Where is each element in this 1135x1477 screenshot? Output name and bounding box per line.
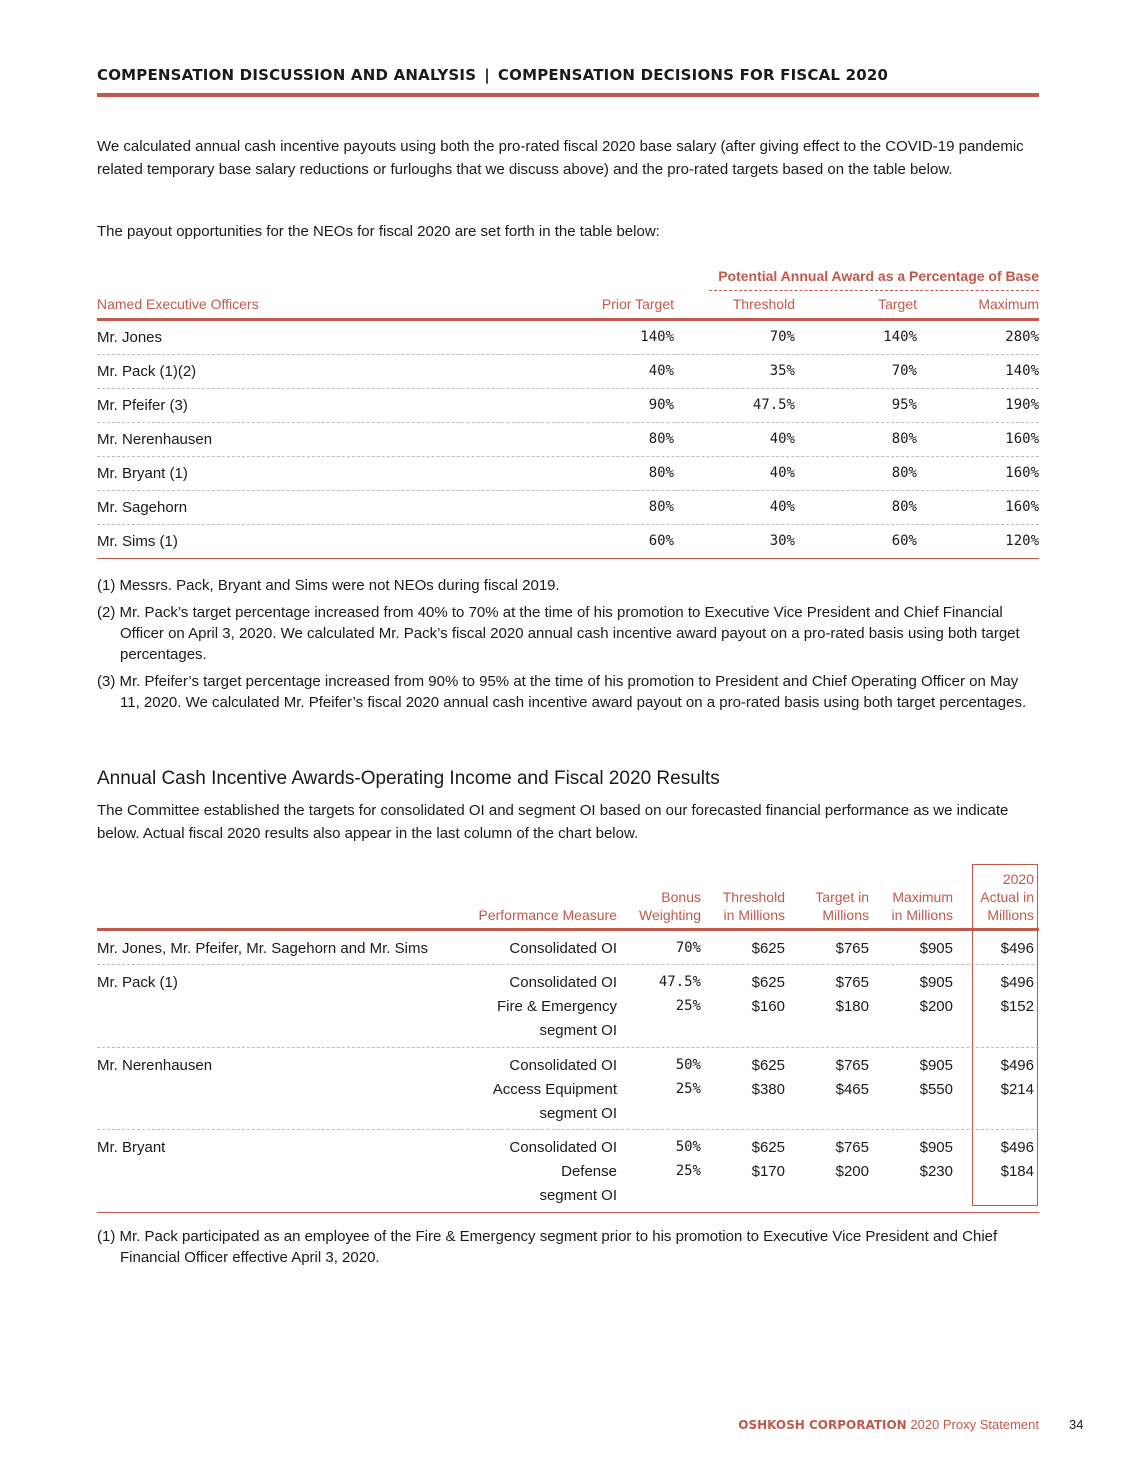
col-prior-target: Prior Target [601, 296, 674, 312]
maximum-value: 280% [1005, 329, 1039, 345]
page-number: 34 [1069, 1417, 1084, 1432]
header-rule [97, 93, 1039, 97]
footnote: (2) Mr. Pack’s target percentage increased from 40% to 70% at the time of his promotion to Executive Vice President and Chief Financial Officer on April 3, 2020. We calculated Mr. Pack’s fiscal 2020 annual cash incentive award payout on a pro-rated basis using both target percentages. [97, 604, 1020, 663]
threshold-value: 30% [769, 533, 795, 549]
table-row [97, 321, 1039, 355]
target-value: 60% [891, 533, 917, 549]
target-value: 95% [891, 397, 917, 413]
officer-name: Mr. Sagehorn [97, 499, 188, 516]
bonus-weighting: 50% [675, 1139, 701, 1155]
target-value: $180 [835, 998, 869, 1015]
prior-target-value: 40% [648, 363, 674, 379]
target-value: $765 [835, 974, 869, 991]
bonus-weighting: 70% [675, 940, 701, 956]
officer-name: Mr. Bryant (1) [97, 465, 188, 482]
intro-paragraph-2: The payout opportunities for the NEOs for fiscal 2020 are set forth in the table below: [97, 223, 660, 240]
performance-measure: Defense [561, 1163, 617, 1180]
maximum-value: $905 [919, 974, 953, 991]
table-row [97, 491, 1039, 525]
maximum-value: $905 [919, 1139, 953, 1156]
prior-target-value: 140% [640, 329, 674, 345]
performance-measure: Consolidated OI [509, 974, 617, 991]
prior-target-value: 60% [648, 533, 674, 549]
performance-measure-continued: segment OI [539, 1105, 617, 1122]
actual-value: $496 [1000, 974, 1034, 991]
col-performance-measure: Performance Measure [478, 907, 617, 923]
threshold-value: 47.5% [752, 397, 795, 413]
maximum-value: 160% [1005, 499, 1039, 515]
officer-name: Mr. Pack (1)(2) [97, 363, 197, 380]
threshold-value: 70% [769, 329, 795, 345]
table-row [97, 1048, 1039, 1130]
table2-footnotes [97, 1226, 1039, 1274]
bonus-weighting: 25% [675, 998, 701, 1014]
col-bonus-weighting: Bonus Weighting [638, 889, 701, 923]
officer-name: Mr. Nerenhausen [97, 1057, 213, 1074]
actual-value: $496 [1000, 1057, 1034, 1074]
threshold-value: $625 [751, 1057, 785, 1074]
table-row [97, 457, 1039, 491]
footnote: (1) Messrs. Pack, Bryant and Sims were not NEOs during fiscal 2019. [97, 577, 560, 594]
maximum-value: 190% [1005, 397, 1039, 413]
bonus-weighting: 25% [675, 1163, 701, 1179]
threshold-value: $170 [751, 1163, 785, 1180]
col-named-executive-officers: Named Executive Officers [97, 296, 259, 312]
actual-value: $496 [1000, 940, 1034, 957]
performance-measure: Fire & Emergency [496, 998, 617, 1015]
table1-body [97, 321, 1039, 559]
threshold-value: 40% [769, 499, 795, 515]
target-value: $200 [835, 1163, 869, 1180]
footer-document: 2020 Proxy Statement [910, 1417, 1039, 1432]
actual-value: $496 [1000, 1139, 1034, 1156]
table2-header [97, 864, 1039, 931]
col-target-millions: Target in Millions [815, 889, 869, 923]
table2 [97, 864, 1039, 1213]
bonus-weighting: 25% [675, 1081, 701, 1097]
target-value: $765 [835, 940, 869, 957]
prior-target-value: 80% [648, 465, 674, 481]
target-value: $765 [835, 1057, 869, 1074]
page-footer [700, 1417, 1039, 1432]
maximum-value: $230 [919, 1163, 953, 1180]
table-row [97, 355, 1039, 389]
col-threshold: Threshold [732, 296, 795, 312]
target-value: 80% [891, 431, 917, 447]
performance-measure-continued: segment OI [539, 1022, 617, 1039]
target-value: 70% [891, 363, 917, 379]
officer-name: Mr. Bryant [97, 1139, 166, 1156]
prior-target-value: 90% [648, 397, 674, 413]
performance-measure: Consolidated OI [509, 1057, 617, 1074]
footnote: (3) Mr. Pfeifer’s target percentage increased from 90% to 95% at the time of his promotion to President and Chief Operating Officer on May 11, 2020. We calculated Mr. Pfeifer’s fiscal 2020 annual cash incentive award payout on a pro-rated basis using both target percentages. [97, 673, 1027, 711]
maximum-value: 120% [1005, 533, 1039, 549]
col-target: Target [878, 296, 917, 312]
prior-target-value: 80% [648, 431, 674, 447]
maximum-value: $905 [919, 1057, 953, 1074]
table1-group-header: Potential Annual Award as a Percentage of Base [709, 268, 1039, 291]
bonus-weighting: 47.5% [658, 974, 701, 990]
performance-measure: Consolidated OI [509, 940, 617, 957]
col-maximum: Maximum [978, 296, 1039, 312]
maximum-value: $905 [919, 940, 953, 957]
section-title: Annual Cash Incentive Awards-Operating Income and Fiscal 2020 Results [97, 768, 720, 789]
threshold-value: $625 [751, 974, 785, 991]
threshold-value: 35% [769, 363, 795, 379]
intro-paragraph-1: We calculated annual cash incentive payouts using both the pro-rated fiscal 2020 base salary (after giving effect to the COVID-19 pandemic related temporary base salary reductions or furloughs that we discuss above) and the pro-rated targets based on the table below. [97, 138, 1024, 178]
maximum-value: 160% [1005, 431, 1039, 447]
table-row [97, 965, 1039, 1048]
threshold-value: 40% [769, 465, 795, 481]
footnote: (1) Mr. Pack participated as an employee of the Fire & Emergency segment prior to his promotion to Executive Vice President and Chief Financial Officer effective April 3, 2020. [97, 1228, 998, 1266]
footer-company: OSHKOSH CORPORATION [738, 1418, 907, 1432]
table-row [97, 389, 1039, 423]
maximum-value: $550 [919, 1081, 953, 1098]
performance-measure: Consolidated OI [509, 1139, 617, 1156]
maximum-value: $200 [919, 998, 953, 1015]
threshold-value: $160 [751, 998, 785, 1015]
threshold-value: 40% [769, 431, 795, 447]
actual-value: $152 [1000, 998, 1034, 1015]
header-subsection: COMPENSATION DECISIONS FOR FISCAL 2020 [497, 66, 889, 84]
table-row [97, 1130, 1039, 1213]
page-header [97, 66, 1039, 84]
officer-name: Mr. Nerenhausen [97, 431, 213, 448]
table-row [97, 931, 1039, 965]
table-row [97, 423, 1039, 457]
target-value: 80% [891, 465, 917, 481]
maximum-value: 160% [1005, 465, 1039, 481]
officer-name: Mr. Jones, Mr. Pfeifer, Mr. Sagehorn and Mr. Sims [97, 940, 428, 957]
performance-measure: Access Equipment [492, 1081, 617, 1098]
col-maximum-millions: Maximum in Millions [891, 889, 953, 923]
prior-target-value: 80% [648, 499, 674, 515]
officer-name: Mr. Sims (1) [97, 533, 178, 550]
col-threshold-millions: Threshold in Millions [722, 889, 785, 923]
section-paragraph: The Committee established the targets for consolidated OI and segment OI based on our forecasted financial performance as we indicate below. Actual fiscal 2020 results also appear in the last column of the chart below. [97, 802, 1009, 842]
table-row [97, 525, 1039, 559]
target-value: 80% [891, 499, 917, 515]
target-value: 140% [883, 329, 917, 345]
maximum-value: 140% [1005, 363, 1039, 379]
header-section: COMPENSATION DISCUSSION AND ANALYSIS [97, 66, 477, 84]
target-value: $765 [835, 1139, 869, 1156]
actual-value: $184 [1000, 1163, 1034, 1180]
officer-name: Mr. Pack (1) [97, 974, 178, 991]
table1-footnotes [97, 575, 1039, 719]
threshold-value: $625 [751, 1139, 785, 1156]
officer-name: Mr. Pfeifer (3) [97, 397, 188, 414]
threshold-value: $625 [751, 940, 785, 957]
officer-name: Mr. Jones [97, 329, 163, 346]
table1-header [97, 294, 1039, 321]
actual-value: $214 [1000, 1081, 1034, 1098]
col-actual-2020: 2020 Actual in Millions [980, 871, 1034, 923]
bonus-weighting: 50% [675, 1057, 701, 1073]
header-separator: | [484, 66, 490, 84]
performance-measure-continued: segment OI [539, 1187, 617, 1204]
threshold-value: $380 [751, 1081, 785, 1098]
target-value: $465 [835, 1081, 869, 1098]
